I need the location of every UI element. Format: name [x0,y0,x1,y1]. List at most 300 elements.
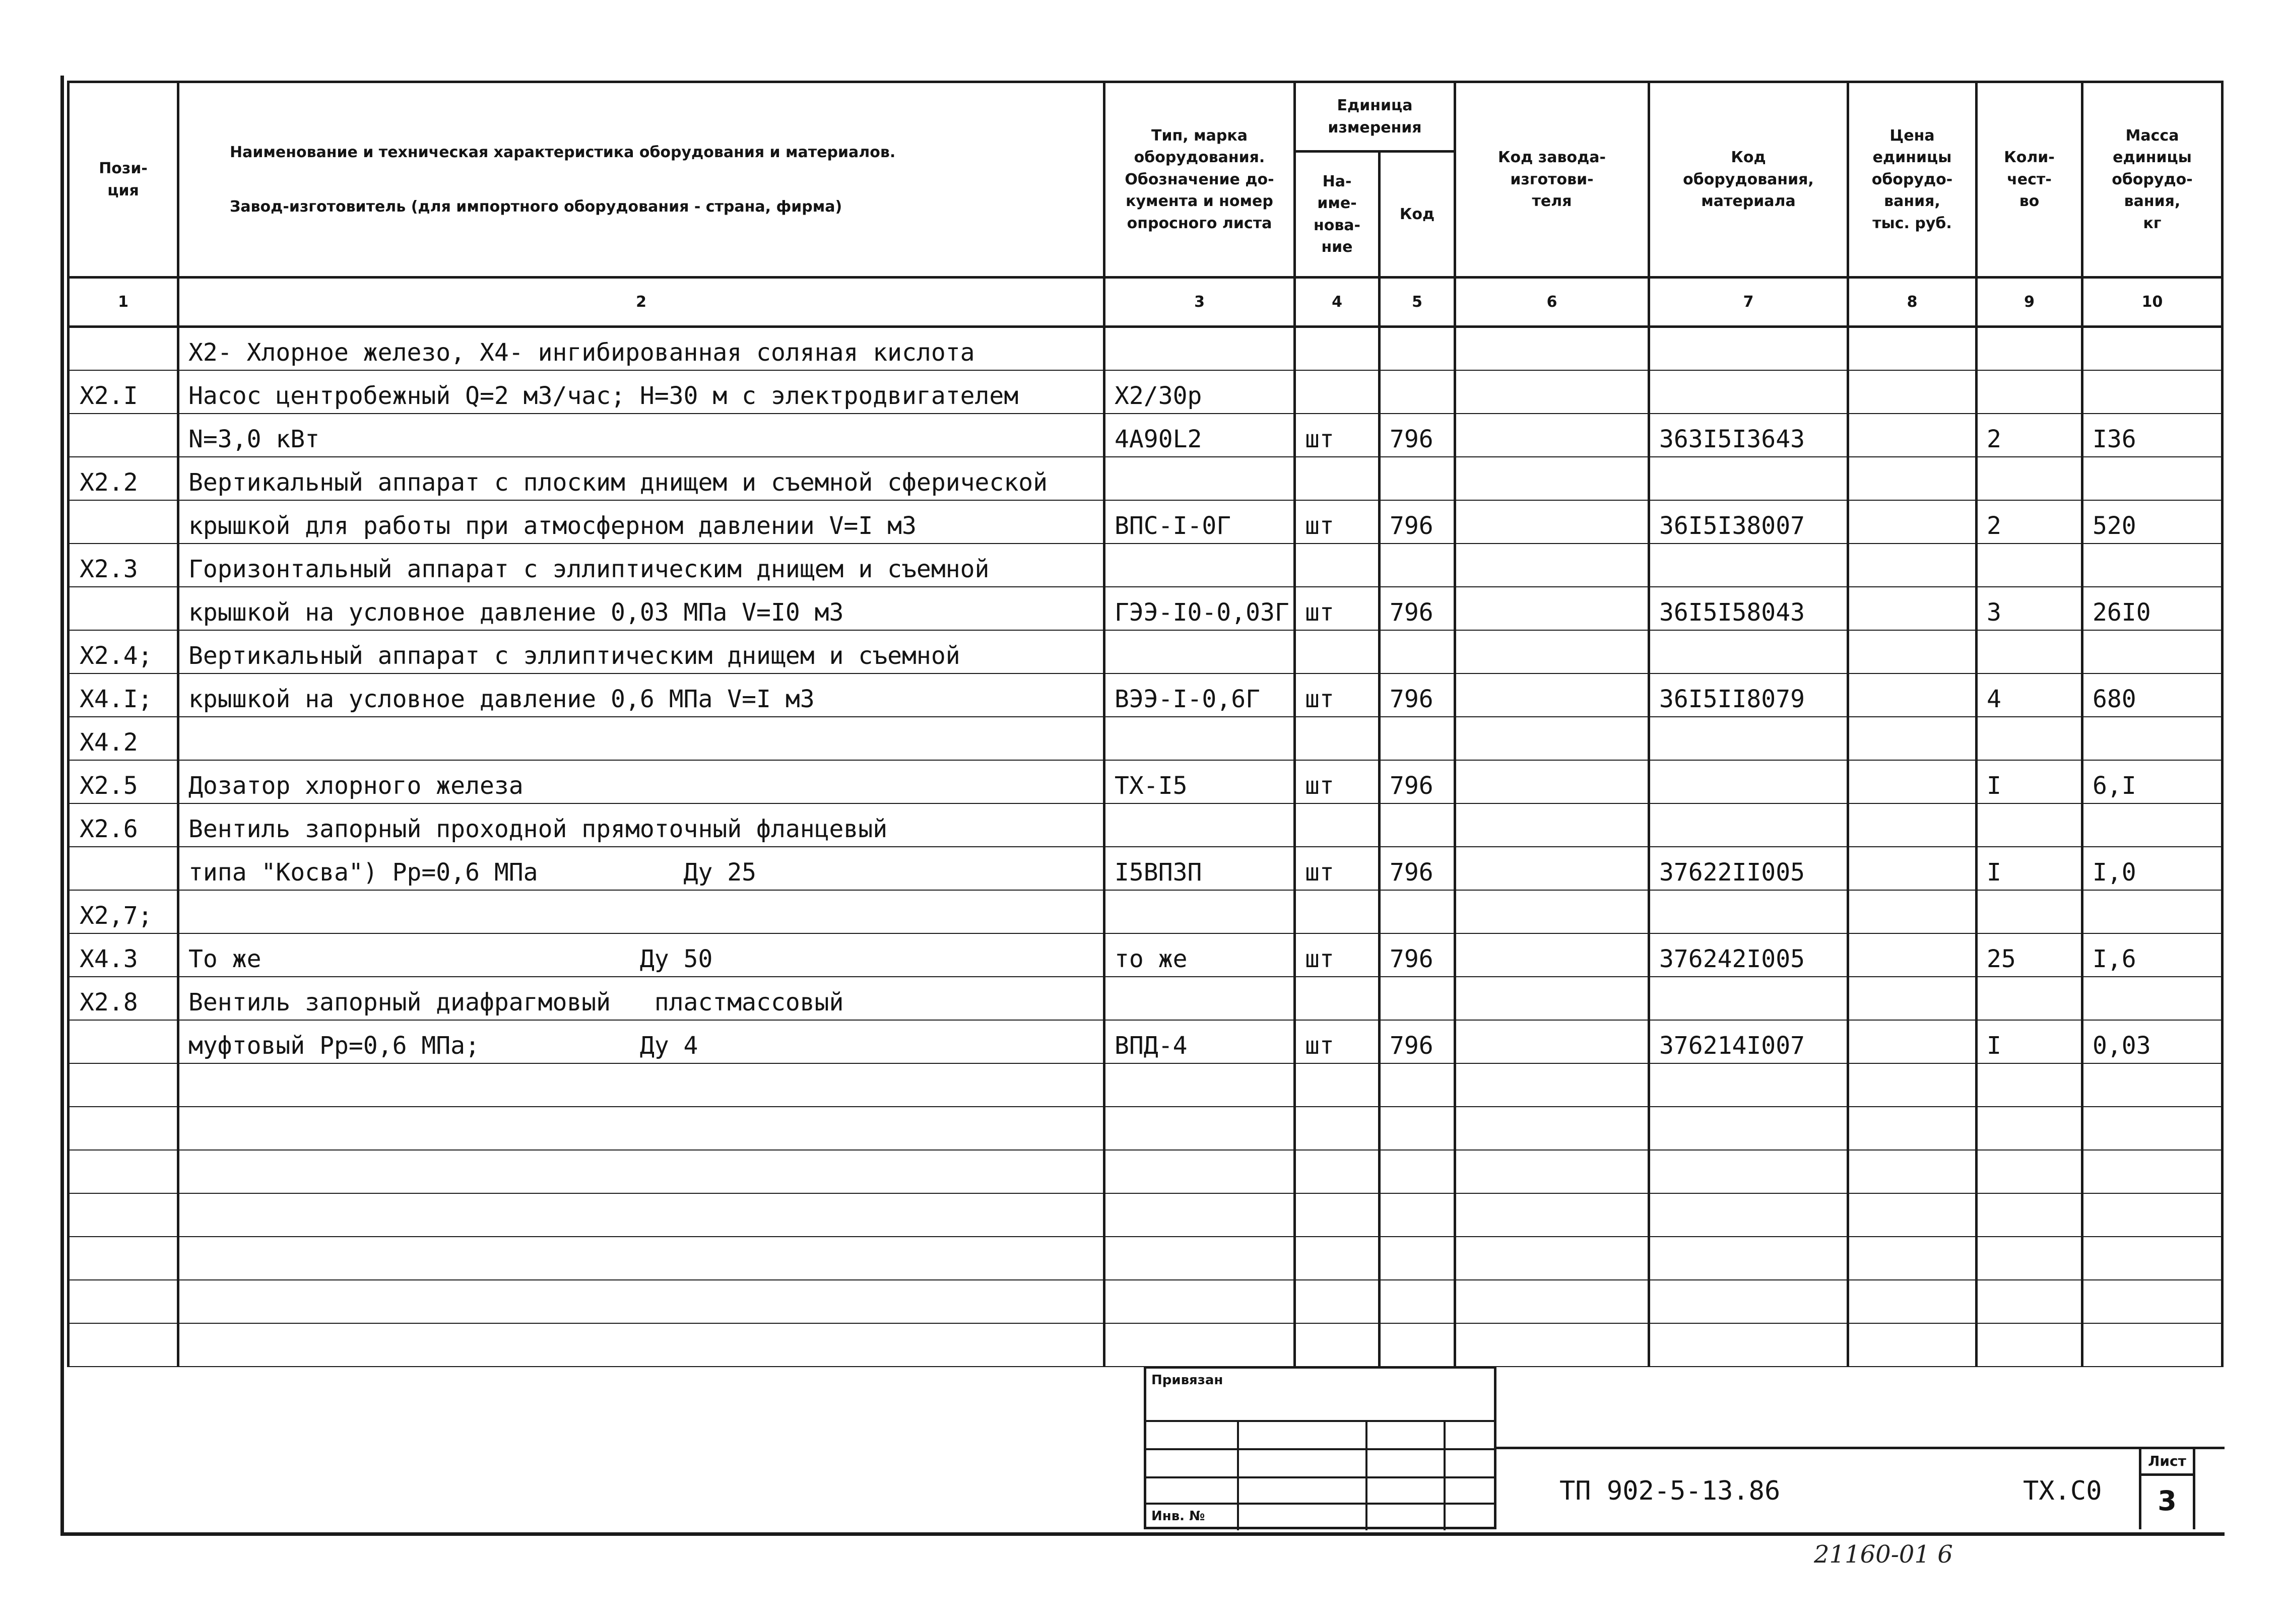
cell-quantity: 4 [1977,673,2082,717]
cell-unit-name [1295,1323,1380,1367]
cell-quantity [1977,717,2082,760]
header-line: измерения [1328,118,1422,137]
cell-quantity [1977,1237,2082,1280]
cell-unit-price [1848,1237,1977,1280]
cell-name: крышкой для работы при атмосферном давлении V=I м3 [178,500,1104,544]
cell-unit-name: шт [1295,933,1380,977]
cell-unit-code: 796 [1380,673,1455,717]
table-row [69,587,2223,630]
table-row [69,717,2223,760]
cell-unit-price [1848,327,1977,370]
header-line: нова- [1313,216,1361,234]
cell-unit-name: шт [1295,673,1380,717]
cell-name: Горизонтальный аппарат с эллиптическим днищем и съемной [178,544,1104,587]
cell-factory-code [1455,370,1649,414]
cell-unit-name [1295,890,1380,933]
cell-unit-code [1380,1063,1455,1107]
column-number: 3 [1104,278,1295,327]
table-header [69,82,2223,327]
cell-unit-mass [2082,1323,2223,1367]
cell-equipment-code [1649,977,1848,1020]
header-line: Наименование и техническая характеристика оборудования и материалов. [230,143,896,161]
cell-unit-code [1380,803,1455,847]
table-row [69,760,2223,803]
cell-unit-name: шт [1295,1020,1380,1063]
cell-unit-price [1848,890,1977,933]
cell-name [178,717,1104,760]
cell-unit-mass [2082,1280,2223,1323]
cell-unit-name [1295,1107,1380,1150]
cell-factory-code [1455,327,1649,370]
cell-quantity [1977,890,2082,933]
cell-unit-name: шт [1295,414,1380,457]
cell-name: То же Ду 50 [178,933,1104,977]
cell-quantity [1977,1193,2082,1237]
cell-name [178,1193,1104,1237]
cell-position [69,1280,178,1323]
cell-quantity: I [1977,760,2082,803]
frame-left-border [60,76,64,1534]
column-number: 10 [2082,278,2223,327]
cell-unit-mass [2082,717,2223,760]
cell-position [69,1237,178,1280]
table-row [69,1150,2223,1193]
cell-name [178,1237,1104,1280]
cell-unit-mass [2082,1193,2223,1237]
cell-quantity [1977,1063,2082,1107]
cell-unit-code [1380,890,1455,933]
cell-factory-code [1455,630,1649,673]
cell-position: Х4.3 [69,933,178,977]
table-row [69,803,2223,847]
table-row [69,1020,2223,1063]
header-line: Масса [2125,126,2179,145]
header-name [178,82,1104,278]
cell-unit-price [1848,673,1977,717]
cell-quantity [1977,1150,2082,1193]
cell-unit-price [1848,803,1977,847]
cell-unit-mass [2082,370,2223,414]
cell-type-mark: Х2/30р [1104,370,1295,414]
table-row [69,1063,2223,1107]
cell-unit-mass: I,0 [2082,847,2223,890]
cell-quantity: 25 [1977,933,2082,977]
header-line: Код завода- [1498,149,1606,167]
cell-factory-code [1455,1280,1649,1323]
table-row [69,1237,2223,1280]
cell-unit-mass [2082,890,2223,933]
cell-unit-name [1295,1193,1380,1237]
sheet-number: 3 [2158,1485,2177,1517]
cell-unit-code [1380,1237,1455,1280]
cell-equipment-code [1649,717,1848,760]
cell-type-mark [1104,803,1295,847]
header-line: вания, [1884,192,1940,211]
table-row [69,370,2223,414]
cell-quantity [1977,1323,2082,1367]
cell-unit-price [1848,1107,1977,1150]
cell-name [178,1063,1104,1107]
cell-factory-code [1455,1193,1649,1237]
header-position [69,82,178,278]
cell-unit-code: 796 [1380,847,1455,890]
cell-position [69,847,178,890]
cell-unit-mass: 680 [2082,673,2223,717]
header-line: оборудования, [1683,170,1814,188]
cell-unit-code [1380,370,1455,414]
cell-name: крышкой на условное давление 0,03 МПа V=I0 м3 [178,587,1104,630]
cell-unit-price [1848,1280,1977,1323]
stamp-divider [1444,1422,1446,1530]
cell-factory-code [1455,803,1649,847]
cell-unit-code [1380,977,1455,1020]
cell-equipment-code [1649,1107,1848,1150]
cell-type-mark [1104,1323,1295,1367]
header-line: единицы [1872,149,1952,167]
header-unit-name [1295,152,1380,278]
cell-unit-mass [2082,1107,2223,1150]
cell-unit-mass [2082,544,2223,587]
cell-quantity [1977,1107,2082,1150]
cell-unit-mass [2082,977,2223,1020]
column-number: 9 [1977,278,2082,327]
cell-unit-price [1848,1193,1977,1237]
table-row [69,673,2223,717]
cell-unit-price [1848,457,1977,500]
cell-type-mark: ГЭЭ-I0-0,03Г [1104,587,1295,630]
cell-unit-mass [2082,1237,2223,1280]
specification-table [67,81,2224,1367]
cell-equipment-code [1649,1150,1848,1193]
cell-name: типа "Косва") Рр=0,6 МПа Ду 25 [178,847,1104,890]
cell-factory-code [1455,977,1649,1020]
cell-factory-code [1455,673,1649,717]
cell-factory-code [1455,890,1649,933]
header-line: кумента и номер [1126,192,1273,211]
cell-unit-mass [2082,1063,2223,1107]
header-line: Единица [1337,97,1413,114]
header-line: во [2019,192,2040,211]
cell-name: Вертикальный аппарат с эллиптическим днищем и съемной [178,630,1104,673]
cell-name: муфтовый Рр=0,6 МПа; Ду 4 [178,1020,1104,1063]
cell-position [69,1020,178,1063]
cell-unit-mass [2082,457,2223,500]
cell-type-mark [1104,630,1295,673]
cell-factory-code [1455,1020,1649,1063]
cell-type-mark: ВПД-4 [1104,1020,1295,1063]
cell-type-mark: то же [1104,933,1295,977]
cell-factory-code [1455,500,1649,544]
cell-type-mark [1104,1150,1295,1193]
cell-equipment-code: 36I5II8079 [1649,673,1848,717]
cell-name [178,1323,1104,1367]
table-row [69,1323,2223,1367]
cell-unit-name [1295,717,1380,760]
cell-unit-mass [2082,1150,2223,1193]
cell-equipment-code [1649,544,1848,587]
cell-equipment-code: 376214I007 [1649,1020,1848,1063]
table-row [69,544,2223,587]
document-section: ТХ.С0 [2023,1476,2102,1506]
cell-equipment-code [1649,1063,1848,1107]
table-row [69,414,2223,457]
header-line: оборудования. [1134,149,1265,167]
cell-unit-name: шт [1295,587,1380,630]
header-unit-price [1848,82,1977,278]
cell-unit-code: 796 [1380,760,1455,803]
cell-unit-name [1295,1237,1380,1280]
document-code: ТП 902-5-13.86 [1559,1476,1781,1506]
header-line: На- [1322,172,1352,190]
cell-unit-price [1848,847,1977,890]
cell-unit-name: шт [1295,760,1380,803]
cell-name: Вентиль запорный проходной прямоточный фланцевый [178,803,1104,847]
header-line: оборудо- [1871,170,1953,188]
cell-type-mark [1104,1280,1295,1323]
cell-position: Х2.2 [69,457,178,500]
header-line: Коли- [2004,149,2055,167]
cell-unit-price [1848,414,1977,457]
cell-unit-code [1380,1150,1455,1193]
table-body [69,327,2223,1367]
header-line: чест- [2007,170,2052,188]
cell-unit-name [1295,803,1380,847]
cell-quantity [1977,457,2082,500]
cell-name: N=3,0 кВт [178,414,1104,457]
sheet-number-box [2139,1447,2195,1529]
cell-quantity [1977,630,2082,673]
cell-position [69,1107,178,1150]
cell-unit-price [1848,1323,1977,1367]
header-equipment-code [1649,82,1848,278]
cell-type-mark: 4А90L2 [1104,414,1295,457]
column-number: 4 [1295,278,1380,327]
cell-type-mark [1104,1237,1295,1280]
cell-unit-mass [2082,327,2223,370]
cell-equipment-code [1649,1323,1848,1367]
cell-factory-code [1455,847,1649,890]
cell-type-mark [1104,1063,1295,1107]
cell-type-mark [1104,457,1295,500]
header-line: Обозначение до- [1125,170,1274,188]
cell-factory-code [1455,760,1649,803]
stamp-divider [1237,1422,1239,1530]
column-number: 6 [1455,278,1649,327]
cell-equipment-code [1649,370,1848,414]
cell-unit-code: 796 [1380,933,1455,977]
cell-equipment-code [1649,890,1848,933]
table-row [69,327,2223,370]
stamp-rule [1146,1420,1494,1422]
header-line: изготови- [1510,170,1594,188]
header-line: оборудо- [2112,170,2193,188]
header-unit-group [1295,82,1455,152]
header-quantity [1977,82,2082,278]
cell-type-mark: ТХ-I5 [1104,760,1295,803]
cell-type-mark [1104,717,1295,760]
cell-unit-code [1380,544,1455,587]
column-number: 8 [1848,278,1977,327]
cell-position [69,500,178,544]
cell-unit-name [1295,327,1380,370]
cell-position: Х2.4; [69,630,178,673]
header-line: ние [1321,238,1353,256]
cell-unit-mass [2082,630,2223,673]
cell-equipment-code: 37622II005 [1649,847,1848,890]
inventory-number-label: Инв. № [1151,1509,1205,1524]
cell-position: Х2.6 [69,803,178,847]
cell-quantity: 3 [1977,587,2082,630]
cell-equipment-code: 36I5I38007 [1649,500,1848,544]
cell-type-mark: ВПС-I-0Г [1104,500,1295,544]
column-number: 5 [1380,278,1455,327]
table-row [69,1280,2223,1323]
header-line: Пози- [99,160,148,177]
cell-quantity [1977,327,2082,370]
cell-unit-code [1380,1193,1455,1237]
cell-position [69,1323,178,1367]
cell-position: Х2.I [69,370,178,414]
cell-name [178,1150,1104,1193]
cell-unit-mass: 26I0 [2082,587,2223,630]
cell-quantity: I [1977,1020,2082,1063]
cell-name: Вертикальный аппарат с плоским днищем и съемной сферической [178,457,1104,500]
cell-position: Х2.5 [69,760,178,803]
table-row [69,890,2223,933]
cell-unit-name [1295,370,1380,414]
frame-bottom-border [60,1532,2225,1536]
cell-factory-code [1455,587,1649,630]
cell-factory-code [1455,1150,1649,1193]
cell-factory-code [1455,544,1649,587]
cell-unit-price [1848,1150,1977,1193]
cell-equipment-code [1649,1280,1848,1323]
cell-equipment-code [1649,457,1848,500]
cell-factory-code [1455,1063,1649,1107]
cell-factory-code [1455,1107,1649,1150]
header-line: Завод-изготовитель (для импортного оборудования - страна, фирма) [230,197,842,216]
cell-unit-name [1295,1063,1380,1107]
binding-stamp [1144,1366,1496,1529]
cell-unit-code: 796 [1380,500,1455,544]
cell-unit-price [1848,760,1977,803]
header-line: име- [1317,194,1357,212]
cell-name: Дозатор хлорного железа [178,760,1104,803]
cell-unit-name [1295,544,1380,587]
cell-position [69,327,178,370]
cell-unit-price [1848,630,1977,673]
cell-equipment-code: 363I5I3643 [1649,414,1848,457]
header-line: опросного листа [1127,214,1272,232]
cell-factory-code [1455,414,1649,457]
cell-unit-price [1848,1063,1977,1107]
table-row [69,847,2223,890]
cell-unit-mass [2082,803,2223,847]
header-line: Цена [1889,126,1935,145]
stamp-divider [1365,1422,1367,1530]
cell-equipment-code [1649,803,1848,847]
cell-quantity: 2 [1977,500,2082,544]
cell-unit-name [1295,1150,1380,1193]
header-line: тыс. руб. [1872,214,1952,232]
header-line: Код [1731,149,1766,167]
cell-quantity [1977,977,2082,1020]
cell-position [69,1150,178,1193]
header-line: единицы [2113,149,2192,167]
cell-name [178,1280,1104,1323]
cell-equipment-code: 36I5I58043 [1649,587,1848,630]
header-line: Тип, марка [1151,126,1248,145]
cell-position: Х2.8 [69,977,178,1020]
cell-equipment-code [1649,760,1848,803]
cell-unit-price [1848,587,1977,630]
cell-unit-price [1848,933,1977,977]
cell-quantity [1977,544,2082,587]
cell-unit-mass: 6,I [2082,760,2223,803]
cell-type-mark [1104,1193,1295,1237]
sheet-label: Лист [2141,1447,2193,1476]
cell-quantity: 2 [1977,414,2082,457]
cell-unit-name: шт [1295,500,1380,544]
cell-unit-code [1380,1323,1455,1367]
cell-unit-price [1848,717,1977,760]
cell-position: Х2.3 [69,544,178,587]
stamp-rule [1146,1476,1494,1478]
cell-name [178,1107,1104,1150]
cell-position [69,1063,178,1107]
header-unit-mass [2082,82,2223,278]
cell-unit-code [1380,1280,1455,1323]
cell-equipment-code [1649,1237,1848,1280]
cell-name: Х2- Хлорное железо, Х4- ингибированная соляная кислота [178,327,1104,370]
cell-name: крышкой на условное давление 0,6 МПа V=I м3 [178,673,1104,717]
cell-unit-code: 796 [1380,414,1455,457]
cell-unit-price [1848,1020,1977,1063]
cell-unit-price [1848,977,1977,1020]
cell-unit-code [1380,1107,1455,1150]
cell-type-mark [1104,890,1295,933]
cell-unit-code: 796 [1380,1020,1455,1063]
cell-unit-code [1380,327,1455,370]
cell-unit-name [1295,630,1380,673]
header-line: теля [1532,192,1572,211]
cell-position [69,414,178,457]
table-row [69,933,2223,977]
cell-quantity: I [1977,847,2082,890]
cell-type-mark [1104,544,1295,587]
handwritten-archive-number: 21160-01 6 [1814,1540,1953,1569]
table-row [69,1193,2223,1237]
cell-position: Х2,7; [69,890,178,933]
cell-unit-name [1295,457,1380,500]
stamp-rule [1146,1503,1494,1505]
cell-quantity [1977,370,2082,414]
table-row [69,500,2223,544]
cell-unit-name [1295,977,1380,1020]
cell-type-mark [1104,1107,1295,1150]
cell-equipment-code [1649,1193,1848,1237]
cell-unit-mass: I36 [2082,414,2223,457]
cell-equipment-code [1649,630,1848,673]
header-factory-code [1455,82,1649,278]
cell-factory-code [1455,717,1649,760]
column-number: 2 [178,278,1104,327]
cell-type-mark: I5ВП3П [1104,847,1295,890]
cell-factory-code [1455,1237,1649,1280]
cell-position: Х4.2 [69,717,178,760]
cell-unit-price [1848,370,1977,414]
cell-unit-mass: 520 [2082,500,2223,544]
